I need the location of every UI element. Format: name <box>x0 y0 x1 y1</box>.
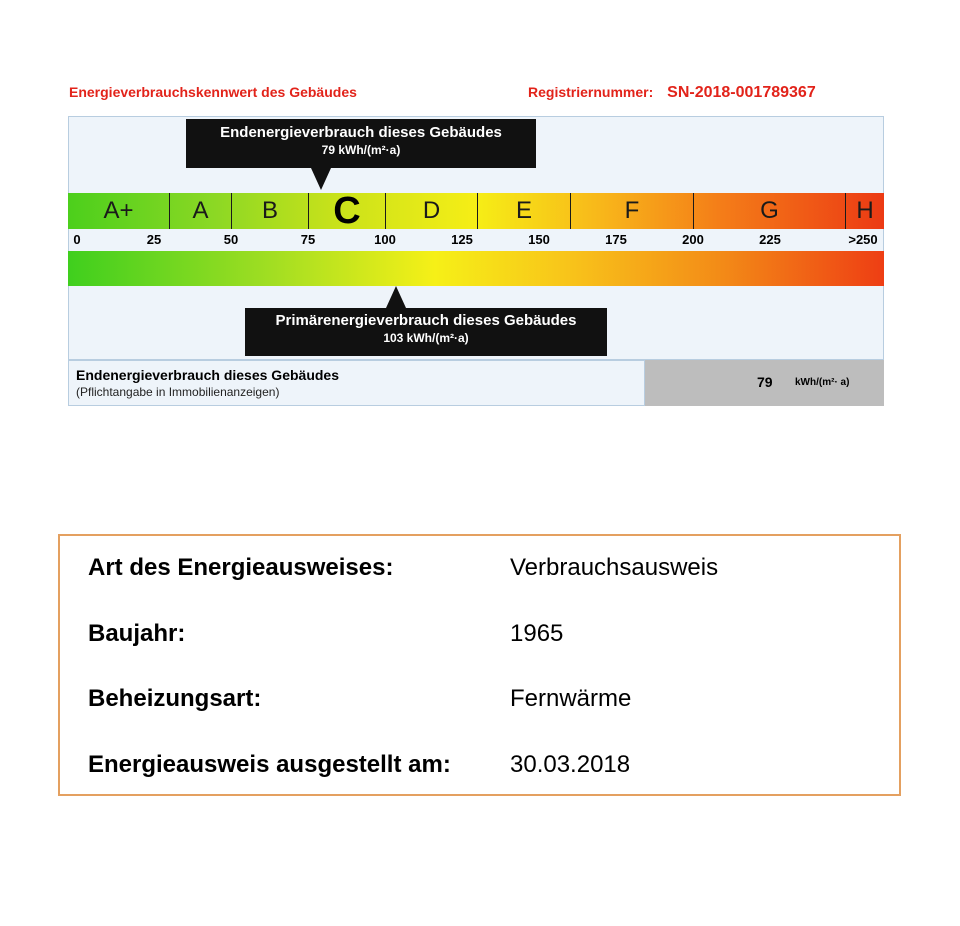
info-label: Beheizungsart: <box>88 685 262 712</box>
primary-energy-bar <box>68 251 884 286</box>
tick-label: 150 <box>528 232 550 247</box>
tick-label: 25 <box>146 232 162 247</box>
registration-number: SN-2018-001789367 <box>667 84 816 101</box>
summary-value-cell <box>645 360 884 406</box>
primary-energy-pointer-icon <box>386 286 406 308</box>
registration <box>528 84 816 102</box>
class-cell-f: F <box>624 197 640 224</box>
summary-title: Endenergieverbrauch dieses Gebäudes <box>76 367 339 383</box>
final-energy-pointer-icon <box>311 168 331 190</box>
tick-label: 50 <box>223 232 239 247</box>
class-cell-a: A <box>192 197 209 224</box>
class-cell-c: C <box>333 189 361 232</box>
class-cell-a-plus: A+ <box>103 197 134 224</box>
info-value: Fernwärme <box>510 685 632 712</box>
summary-row <box>68 360 884 406</box>
summary-label-cell <box>68 360 645 406</box>
class-cell-d: D <box>422 197 441 224</box>
label-heading: Energieverbrauchskennwert des Gebäudes <box>69 84 357 100</box>
tick-label: 0 <box>73 232 81 247</box>
final-energy-callout-value: 79 kWh/(m²·a) <box>321 143 401 157</box>
info-value: 1965 <box>510 620 564 647</box>
registration-label: Registriernummer: <box>528 84 654 100</box>
summary-unit: kWh/(m²· a) <box>795 377 850 388</box>
tick-label: 225 <box>759 232 781 247</box>
info-label: Baujahr: <box>88 620 186 647</box>
class-cell-e: E <box>515 197 532 224</box>
tick-label: 175 <box>605 232 627 247</box>
info-label: Art des Energieausweises: <box>88 554 394 581</box>
tick-label: 100 <box>374 232 396 247</box>
scale-ticks <box>68 232 884 250</box>
class-cell-b: B <box>261 197 278 224</box>
tick-label: >250 <box>848 232 878 247</box>
final-energy-callout <box>186 119 536 168</box>
class-cell-g: G <box>760 197 779 224</box>
primary-energy-callout-value: 103 kWh/(m²·a) <box>383 331 469 345</box>
final-energy-callout-title: Endenergieverbrauch dieses Gebäudes <box>220 124 502 141</box>
tick-label: 125 <box>451 232 473 247</box>
info-value: 30.03.2018 <box>510 751 631 778</box>
class-cell-h: H <box>856 197 874 224</box>
summary-subtitle: (Pflichtangabe in Immobilienanzeigen) <box>76 385 280 399</box>
info-label: Energieausweis ausgestellt am: <box>88 751 451 778</box>
primary-energy-callout-title: Primärenergieverbrauch dieses Gebäudes <box>275 312 577 329</box>
certificate-info-box <box>58 534 901 796</box>
efficiency-class-bar <box>68 189 884 232</box>
info-value: Verbrauchsausweis <box>510 554 719 581</box>
tick-label: 75 <box>300 232 316 247</box>
primary-energy-callout <box>245 308 607 356</box>
summary-value: 79 <box>757 374 773 390</box>
tick-label: 200 <box>682 232 704 247</box>
